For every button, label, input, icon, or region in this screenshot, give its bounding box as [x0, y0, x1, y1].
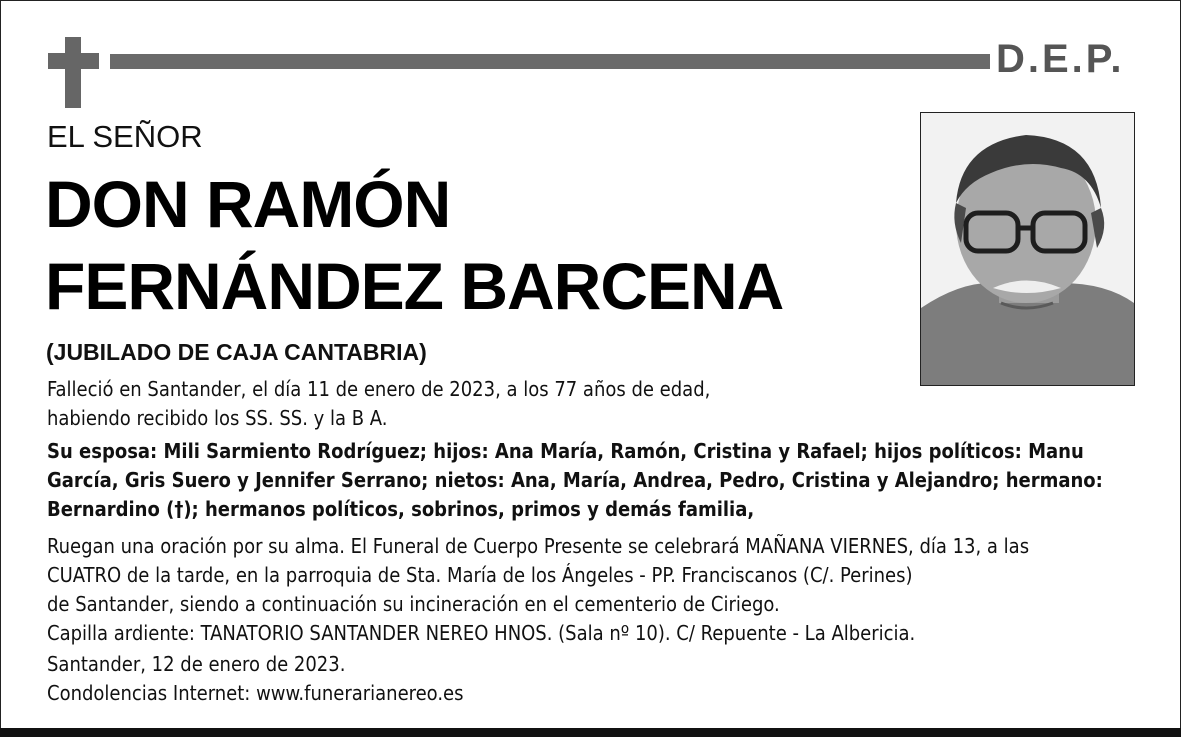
- service-line: de Santander, siendo a continuación su incineración en el cementerio de Ciriego.: [47, 592, 780, 616]
- occupation: (JUBILADO DE CAJA CANTABRIA): [46, 339, 427, 365]
- family-list: [47, 437, 1103, 524]
- cross-icon: [65, 37, 81, 108]
- family-line: García, Gris Suero y Jennifer Serrano; nietos: Ana, María, Andrea, Pedro, Cristina y Alejandro; hermano:: [47, 468, 1103, 492]
- dep-label: D.E.P.: [996, 37, 1125, 81]
- service-details: [47, 532, 1029, 648]
- closing-date: Santander, 12 de enero de 2023.: [47, 652, 346, 676]
- death-notice-line: habiendo recibido los SS. SS. y la B A.: [47, 406, 388, 430]
- header-rule: [110, 54, 990, 69]
- service-line: Capilla ardiente: TANATORIO SANTANDER NEREO HNOS. (Sala nº 10). C/ Repuente - La Albericia.: [47, 621, 916, 645]
- portrait-photo: [920, 112, 1135, 386]
- death-notice: [47, 375, 710, 433]
- bottom-bar: [0, 728, 1181, 737]
- condolences-line: Condolencias Internet: www.funerarianereo.es: [47, 681, 464, 705]
- family-line: Bernardino (†); hermanos políticos, sobrinos, primos y demás familia,: [47, 497, 755, 521]
- death-notice-line: Falleció en Santander, el día 11 de enero de 2023, a los 77 años de edad,: [47, 377, 711, 401]
- family-line: Su esposa: Mili Sarmiento Rodríguez; hijos: Ana María, Ramón, Cristina y Rafael; hijos políticos: Manu: [47, 439, 1084, 463]
- cross-icon-bar: [48, 53, 99, 69]
- portrait-image: [921, 113, 1134, 385]
- deceased-name-line2: FERNÁNDEZ BARCENA: [45, 249, 784, 323]
- honorific: EL SEÑOR: [47, 119, 203, 154]
- deceased-name-line1: DON RAMÓN: [45, 167, 451, 241]
- service-line: Ruegan una oración por su alma. El Funeral de Cuerpo Presente se celebrará MAÑANA VIERNES, día 13, a las: [47, 534, 1030, 558]
- service-line: CUATRO de la tarde, en la parroquia de Sta. María de los Ángeles - PP. Franciscanos (C/. Perines): [47, 563, 913, 587]
- closing: [47, 650, 463, 708]
